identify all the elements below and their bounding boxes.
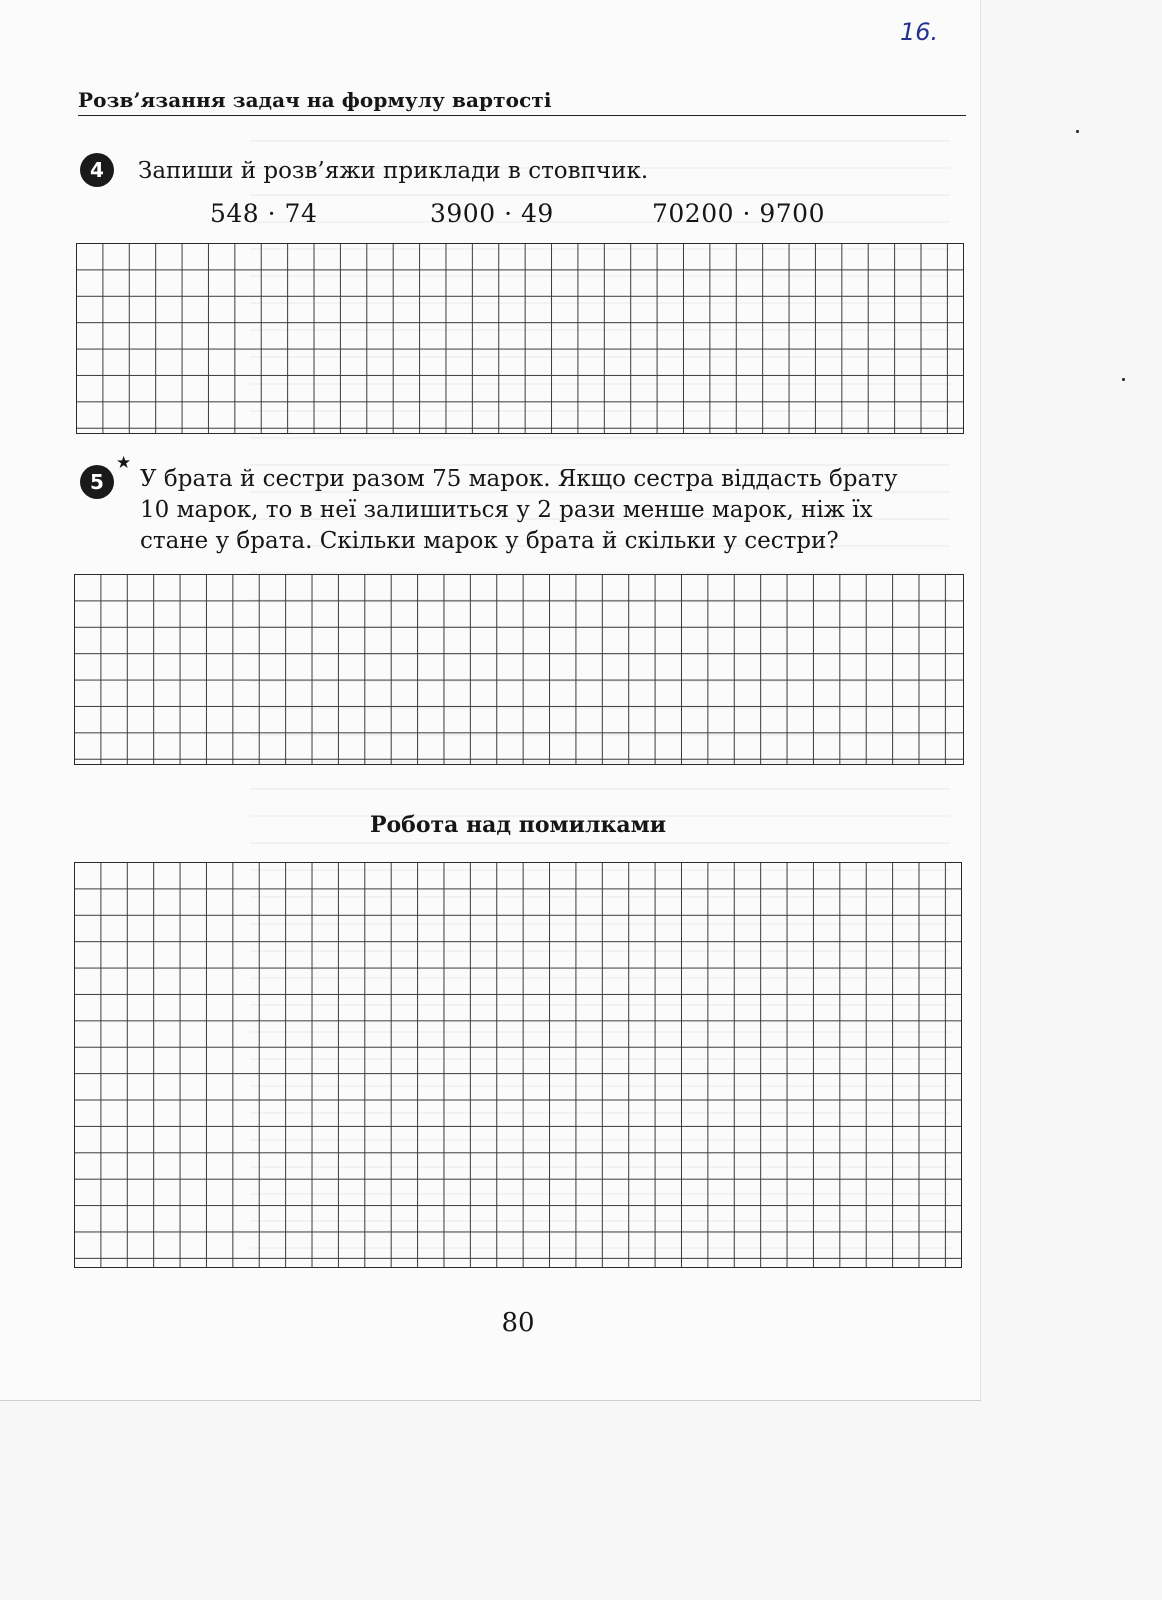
- task-4-example-3: 70200 · 9700: [652, 199, 825, 228]
- task-4-instruction: Запиши й розв’яжи приклади в стовпчик.: [138, 158, 649, 184]
- section-title-error-work: Робота над помилками: [369, 812, 667, 838]
- task-5-text-line-1: У брата й сестри разом 75 марок. Якщо сестра віддасть брату: [140, 466, 898, 492]
- task-5-number-badge: 5: [80, 465, 114, 499]
- task-4-example-2: 3900 · 49: [430, 199, 554, 228]
- task-5-star-icon: ★: [116, 453, 132, 473]
- handwritten-page-mark: 16.: [900, 18, 939, 46]
- task-4-answer-grid[interactable]: [76, 243, 964, 434]
- page-number: 80: [501, 1308, 535, 1338]
- task-4-number-badge: 4: [80, 153, 114, 187]
- error-work-answer-grid[interactable]: [74, 862, 962, 1268]
- scan-speck: [1122, 378, 1125, 381]
- page-header-title: Розв’язання задач на формулу вартості: [78, 88, 552, 112]
- header-divider: [78, 115, 966, 116]
- task-5-text-line-3: стане у брата. Скільки марок у брата й скільки у сестри?: [140, 528, 839, 554]
- task-5-text-line-2: 10 марок, то в неї залишиться у 2 рази менше марок, ніж їх: [140, 497, 873, 523]
- task-4-example-1: 548 · 74: [210, 199, 318, 228]
- scan-speck: [1076, 130, 1079, 133]
- task-5-answer-grid[interactable]: [74, 574, 964, 765]
